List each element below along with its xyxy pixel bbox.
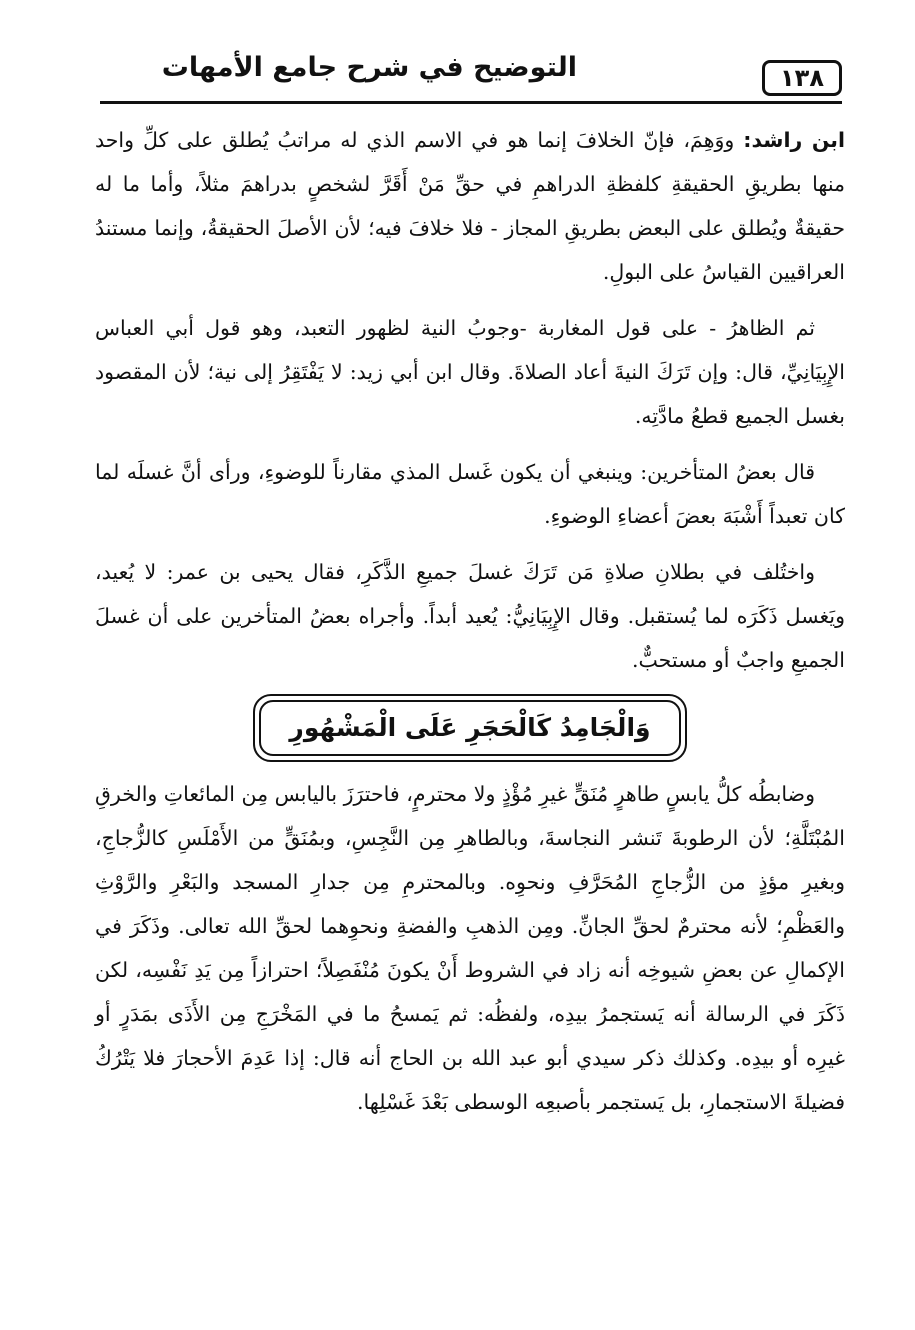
paragraph-text: ثم الظاهرُ - على قول المغاربة -وجوبُ النية لظهور التعبد، وهو قول أبي العباس الإِبِيَانِيِّ، قال: وإن تَرَكَ النيةَ أعاد الصلاةَ. وقال ابن أبي زيد: لا يَفْتَقِرُ إلى نية؛ لأن المقصود بغسل الجميع قطعُ مادَّتِه. [95,316,845,428]
running-title: التوضيح في شرح جامع الأمهات [161,52,577,83]
main-text [95,118,845,1136]
section-heading-wrap [95,694,845,762]
paragraph-text: واختُلف في بطلانِ صلاةِ مَن تَرَكَ غسلَ جميعِ الذَّكَرِ، فقال يحيى بن عمر: لا يُعيد، ويَغسل ذَكَرَه لما يُستقبل. وقال الإِبِيَانِيُّ: يُعيد أبداً. وأجراه بعضُ المتأخرين على أن غسلَ الجميعِ واجبٌ أو مستحبٌّ. [95,560,845,672]
section-heading: وَالْجَامِدُ كَالْحَجَرِ عَلَى الْمَشْهُورِ [259,700,680,756]
speaker-label: ابن راشد: [743,128,845,152]
page-number: ١٣٨ [762,60,842,96]
paragraph-2 [95,306,845,438]
section-heading-frame [253,694,686,762]
paragraph-3 [95,450,845,538]
paragraph-5 [95,772,845,1124]
paragraph-4 [95,550,845,682]
paragraph-text: ووَهِمَ، فإنّ الخلافَ إنما هو في الاسم الذي له مراتبُ يُطلق على كلِّ واحد منها بطريقِ الحقيقةِ كلفظةِ الدراهمِ في حقِّ مَنْ أَقَرَّ لشخصٍ بدراهمَ مثلاً، وأما ما له حقيقةٌ ويُطلق على البعض بطريقِ المجاز - فلا خلافَ فيه؛ لأن الأصلَ الحقيقةُ، وإنما مستندُ العراقيين القياسُ على البولِ. [95,128,845,284]
paragraph-text: وضابطُه كلُّ يابسٍ طاهرٍ مُنَقٍّ غيرِ مُؤْذٍ ولا محترمٍ، فاحترَزَ باليابس مِن المائعاتِ والخرقِ المُبْتَلَّةِ؛ لأن الرطوبةَ تَنشر النجاسةَ، وبالطاهرِ مِن النَّجِسِ، وبمُنَقٍّ من الأَمْلَسِ كالزُّجاجِ، وبغيرِ مؤذٍ من الزُّجاجِ المُحَرَّفِ ونحوِه. وبالمحترمِ مِن جدارِ المسجد والبَعْرِ والرَّوْثِ والعَظْمِ؛ لأنه محترمٌ لحقِّ الجانِّ. ومِن الذهبِ والفضةِ ونحوِهما لحقِّ الله تعالى. وذَكَرَ في الإكمالِ عن بعضِ شيوخِه أنه زاد في الشروط أَنْ يكونَ مُنْفَصِلاً؛ احترازاً مِن يَدِ نَفْسِه، لكن ذَكَرَ في الرسالة أنه يَستجمرُ بيدِه، ولفظُه: ثم يَمسحُ ما في المَخْرَجِ مِن الأَذَى بمَدَرٍ أو غيرِه أو بيدِه. وكذلك ذكر سيدي أبو عبد الله بن الحاج أنه قال: إذا عَدِمَ الأحجارَ فلا يَتْرُكُ فضيلةَ الاستجمارِ، بل يَستجمر بأصبعِه الوسطى بَعْدَ غَسْلِها. [95,782,845,1114]
paragraph-1 [95,118,845,294]
page-header [100,48,842,100]
header-rule [100,101,842,104]
paragraph-text: قال بعضُ المتأخرين: وينبغي أن يكون غَسل المذي مقارناً للوضوءِ، ورأى أنَّ غسلَه لما كان تعبداً أَشْبَهَ بعضَ أعضاءِ الوضوءِ. [95,460,845,528]
